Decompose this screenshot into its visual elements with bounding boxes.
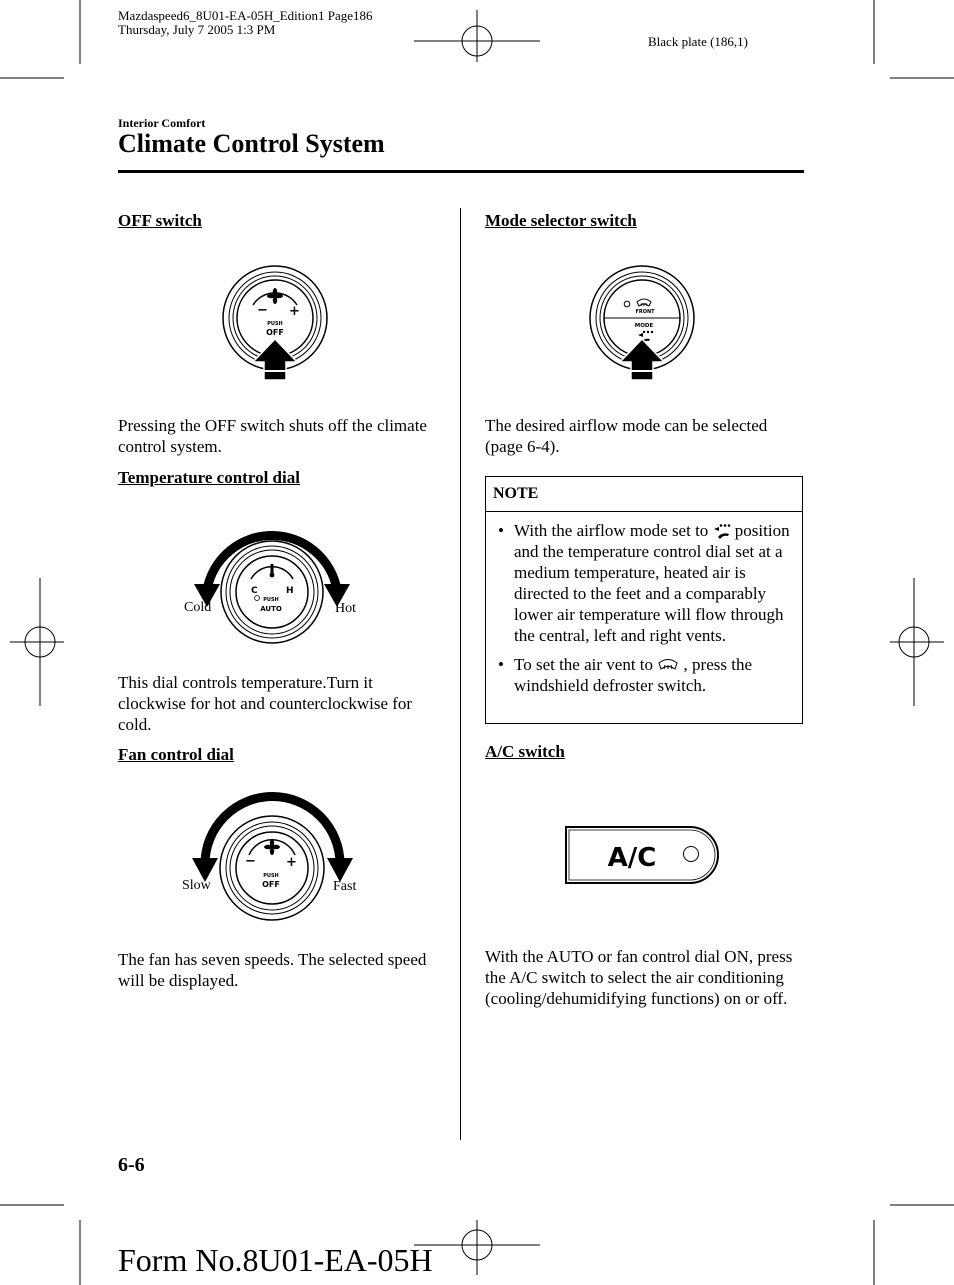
temp-dial-heading: Temperature control dial [118,468,300,487]
defroster-icon [637,299,651,306]
mode-knob-front: FRONT [635,309,655,315]
column-divider [460,208,461,1140]
temperature-dial-illustration [190,516,355,646]
ac-button-label: A/C [607,843,657,873]
mode-selector-illustration [587,263,699,385]
mode-knob-mode: MODE [634,323,654,329]
off-switch-body: Pressing the OFF switch shuts off the climate control system. [118,416,427,456]
mode-selector-body: The desired airflow mode can be selected (page 6-4). [485,416,768,456]
print-info [118,9,373,37]
off-switch-illustration [220,263,332,385]
print-info-line1: Mazdaspeed6_8U01-EA-05H_Edition1 Page186 [118,8,373,23]
ac-switch-body: With the AUTO or fan control dial ON, press the A/C switch to select the air conditioning (cooling/dehumidifying functions) on or off. [485,947,793,1008]
black-plate-label: Black plate (186,1) [648,34,748,49]
temp-knob-push: PUSH [263,597,279,603]
note-item-1-pre: With the airflow mode set to [514,521,709,540]
airflow-feet-face-icon [713,523,731,539]
note-item-2 [514,654,796,696]
off-knob-push: PUSH [267,321,283,327]
hot-label: Hot [335,601,356,616]
note-item-1 [514,520,796,646]
print-info-line2: Thursday, July 7 2005 1:3 PM [118,22,276,37]
ac-indicator-light [684,847,699,862]
up-arrow-icon [620,339,664,380]
fast-label: Fast [333,879,357,894]
svg-text:+: + [286,855,297,870]
fan-knob-label: OFF [262,880,280,889]
ac-switch-heading: A/C switch [485,742,565,761]
fan-dial-illustration [190,792,355,924]
svg-text:−: − [257,303,268,318]
up-arrow-icon [253,339,297,380]
defroster-icon [657,657,679,673]
form-number: Form No.8U01-EA-05H [118,1242,433,1278]
title-rule [118,170,804,173]
slow-label: Slow [182,878,211,893]
note-item-2-post: , press the windshield defroster switch. [514,655,752,695]
off-knob-label: OFF [266,328,284,337]
svg-text:−: − [245,854,256,869]
page-number: 6-6 [118,1154,145,1176]
note-item-1-post: position and the temperature control dial set at a medium temperature, heated air is directed to the feet and a comparably lower air temperature will flow through the central, left and right vents. [514,521,790,645]
section-label: Interior Comfort [118,116,206,130]
note-title: NOTE [486,477,802,512]
fan-dial-body: The fan has seven speeds. The selected speed will be displayed. [118,950,427,990]
temp-knob-c: C [251,586,258,596]
note-box [485,476,803,724]
off-switch-heading: OFF switch [118,211,202,230]
fan-knob-push: PUSH [263,873,279,879]
fan-icon [267,288,283,304]
temp-knob-h: H [286,586,294,596]
mode-selector-heading: Mode selector switch [485,211,637,230]
ac-switch-illustration [563,824,723,886]
note-item-2-pre: To set the air vent to [514,655,654,674]
note-list [486,512,802,702]
fan-dial-heading: Fan control dial [118,745,234,764]
cold-label: Cold [184,600,212,615]
page-title: Climate Control System [118,129,385,158]
svg-text:+: + [289,304,300,319]
fan-icon [264,839,280,855]
temp-dial-body: This dial controls temperature.Turn it clockwise for hot and counterclockwise for cold. [118,673,413,734]
temp-knob-label: AUTO [260,605,282,613]
